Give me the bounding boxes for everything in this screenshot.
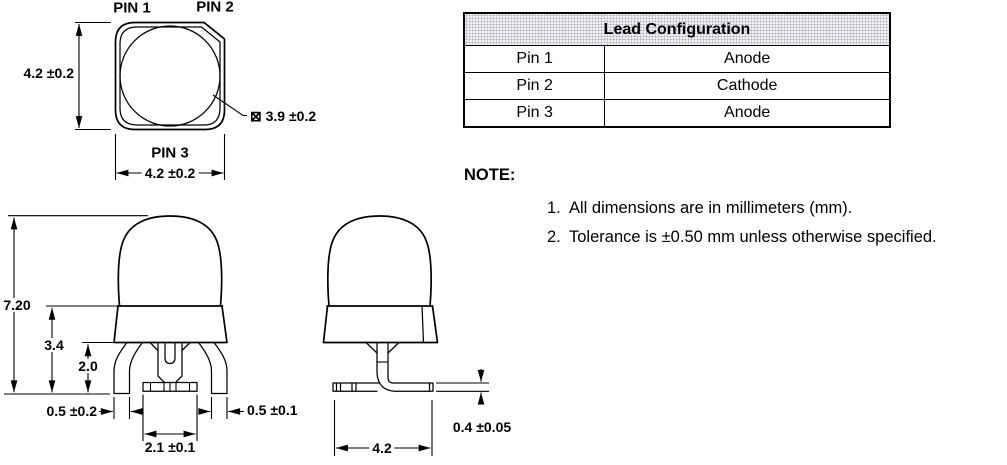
side-view-outline <box>324 216 438 391</box>
lead-configuration-table <box>463 12 891 128</box>
lens-circle <box>120 26 220 126</box>
lens-diameter-dimension: ⊠ 3.9 ±0.2 <box>250 108 317 124</box>
front-total-height-dimension: 7.20 <box>0 298 33 312</box>
side-foot-right <box>394 383 434 391</box>
notes-list <box>547 199 937 257</box>
side-view-dimensions <box>335 369 490 456</box>
front-right-lead-width-dimension: 0.5 ±0.1 <box>247 402 298 418</box>
front-center-lead <box>158 343 182 383</box>
pin-cell: Pin 3 <box>464 100 605 128</box>
top-view-outer-body <box>116 23 225 130</box>
front-lead-slot <box>165 343 175 364</box>
function-cell: Cathode <box>605 73 890 100</box>
front-left-lead-width-dimension: 0.5 ±0.2 <box>46 403 97 419</box>
front-neck-chamfers <box>150 343 190 351</box>
table-row <box>464 100 890 128</box>
lens-leader-line <box>213 95 247 116</box>
note-text: Tolerance is ±0.50 mm unless otherwise specified. <box>569 228 937 246</box>
table-row <box>464 73 890 100</box>
side-neck-chamfers <box>366 343 399 354</box>
table-row <box>464 46 890 73</box>
pin-cell: Pin 2 <box>464 73 605 100</box>
side-base <box>324 306 438 343</box>
front-standoff-height-dimension: 2.0 <box>75 359 100 373</box>
top-view-height-dimension: 4.2 ±0.2 <box>23 65 74 81</box>
cathode-chamfer-mark <box>206 24 224 38</box>
pin3-label: PIN 3 <box>151 144 189 162</box>
note-number: 1. <box>547 199 561 217</box>
side-lead-bend <box>377 371 397 391</box>
front-view-outline <box>114 216 227 394</box>
note-text: All dimensions are in millimeters (mm). <box>569 199 853 217</box>
pin-cell: Pin 1 <box>464 46 605 73</box>
front-body-height-dimension: 3.4 <box>41 338 66 352</box>
side-lead-thickness-dimension: 0.4 ±0.05 <box>452 419 512 435</box>
function-cell: Anode <box>605 46 890 73</box>
side-dome <box>328 216 431 306</box>
front-flange-details <box>151 383 190 391</box>
pin2-label: PIN 2 <box>196 0 234 16</box>
note-item <box>547 199 937 218</box>
note-number: 2. <box>547 228 561 246</box>
front-base <box>114 306 227 343</box>
side-foot-length-dimension: 4.2 <box>369 441 394 455</box>
front-right-leg <box>199 343 228 394</box>
front-left-leg <box>114 343 143 394</box>
function-cell: Anode <box>605 100 890 128</box>
front-dome <box>118 216 221 306</box>
note-heading: NOTE: <box>464 166 516 184</box>
top-view-width-dimension: 4.2 ±0.2 <box>142 166 199 180</box>
pin1-label: PIN 1 <box>113 0 151 17</box>
lead-table-title: Lead Configuration <box>464 13 890 46</box>
side-foot-left <box>333 383 379 391</box>
front-lead-pitch-dimension: 2.1 ±0.1 <box>144 439 196 455</box>
note-item <box>547 228 937 247</box>
front-view-dimensions <box>4 216 244 441</box>
side-base-edge-line <box>422 306 424 343</box>
top-view-inner-body <box>120 27 220 125</box>
side-lead-vertical <box>377 343 388 378</box>
top-view-outline <box>116 23 225 130</box>
